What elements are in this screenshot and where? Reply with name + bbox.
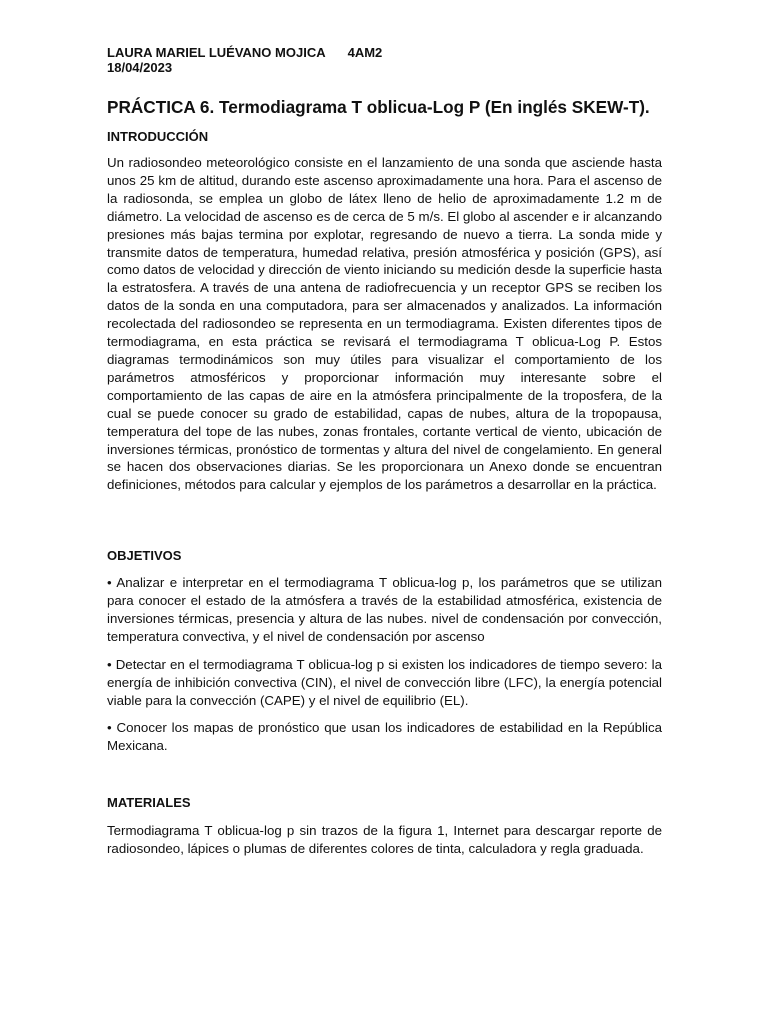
introduction-heading: INTRODUCCIÓN [107,129,209,144]
objectives-heading: OBJETIVOS [107,548,182,563]
materials-heading: MATERIALES [107,795,191,810]
document-date: 18/04/2023 [107,60,173,75]
header-author-row [107,45,382,60]
materials-paragraph: Termodiagrama T oblicua-log p sin trazos de la figura 1, Internet para descargar reporte de radiosondeo, lápices o plumas de diferentes colores de tinta, calculadora y regla graduada. [107,823,662,856]
practice-title: PRÁCTICA 6. Termodiagrama T oblicua-Log P (En inglés SKEW-T). [107,97,650,117]
document-header [107,45,382,75]
objective-item: • Analizar e interpretar en el termodiagrama T oblicua-log p, los parámetros que se utilizan para conocer el estado de la atmósfera a través de la estabilidad atmosférica, existencia de inversiones térmicas, presencia y altura de las nubes. nivel de condensación por convección, temperatura convectiva, y el nivel de condensación por ascenso [107,575,662,644]
author-name: LAURA MARIEL LUÉVANO MOJICA [107,45,326,60]
objective-item: • Conocer los mapas de pronóstico que usan los indicadores de estabilidad en la República Mexicana. [107,720,662,753]
group-code: 4AM2 [347,45,383,60]
introduction-paragraph: Un radiosondeo meteorológico consiste en el lanzamiento de una sonda que asciende hasta unos 25 km de altitud, durando este ascenso aproximadamente una hora. Para el ascenso de la radiosonda, se emplea un globo de látex lleno de helio de aproximadamente 1.2 m de diámetro. La velocidad de ascenso es de cerca de 5 m/s. El globo al ascender e ir alcanzando presiones más bajas termina por explotar, regresando de nuevo a tierra. La sonda mide y transmite datos de temperatura, humedad relativa, presión atmosférica y posición (GPS), así como datos de velocidad y dirección de viento iniciando su medición desde la superficie hasta la estratosfera. A través de una antena de radiofrecuencia y un receptor GPS se reciben los datos de la sonda en una computadora, para ser almacenados y analizados. La información recolectada del radiosondeo se representa en un termodiagrama. Existen diferentes tipos de termodiagrama, en esta práctica se revisará el termodiagrama T oblicua-Log P. Estos diagramas termodinámicos son muy útiles para visualizar el comportamiento de los parámetros atmosféricos y proporcionar información muy interesante sobre el comportamiento de las capas de aire en la atmósfera principalmente de la troposfera, de la cual se puede conocer su grado de estabilidad, capas de nubes, altura de la tropopausa, temperatura del tope de las nubes, zonas frontales, cortante vertical de viento, ubicación de inversiones térmicas, pronóstico de tormentas y altura del nivel de congelamiento. En general se hacen dos observaciones diarias. Se les proporcionara un Anexo donde se encuentran definiciones, métodos para calcular y ejemplos de los parámetros a desarrollar en la práctica. [107,155,662,493]
objective-item: • Detectar en el termodiagrama T oblicua-log p si existen los indicadores de tiempo severo: la energía de inhibición convectiva (CIN), el nivel de convección libre (LFC), la energía potencial viable para la convección (CAPE) y el nivel de equilibrio (EL). [107,657,662,708]
